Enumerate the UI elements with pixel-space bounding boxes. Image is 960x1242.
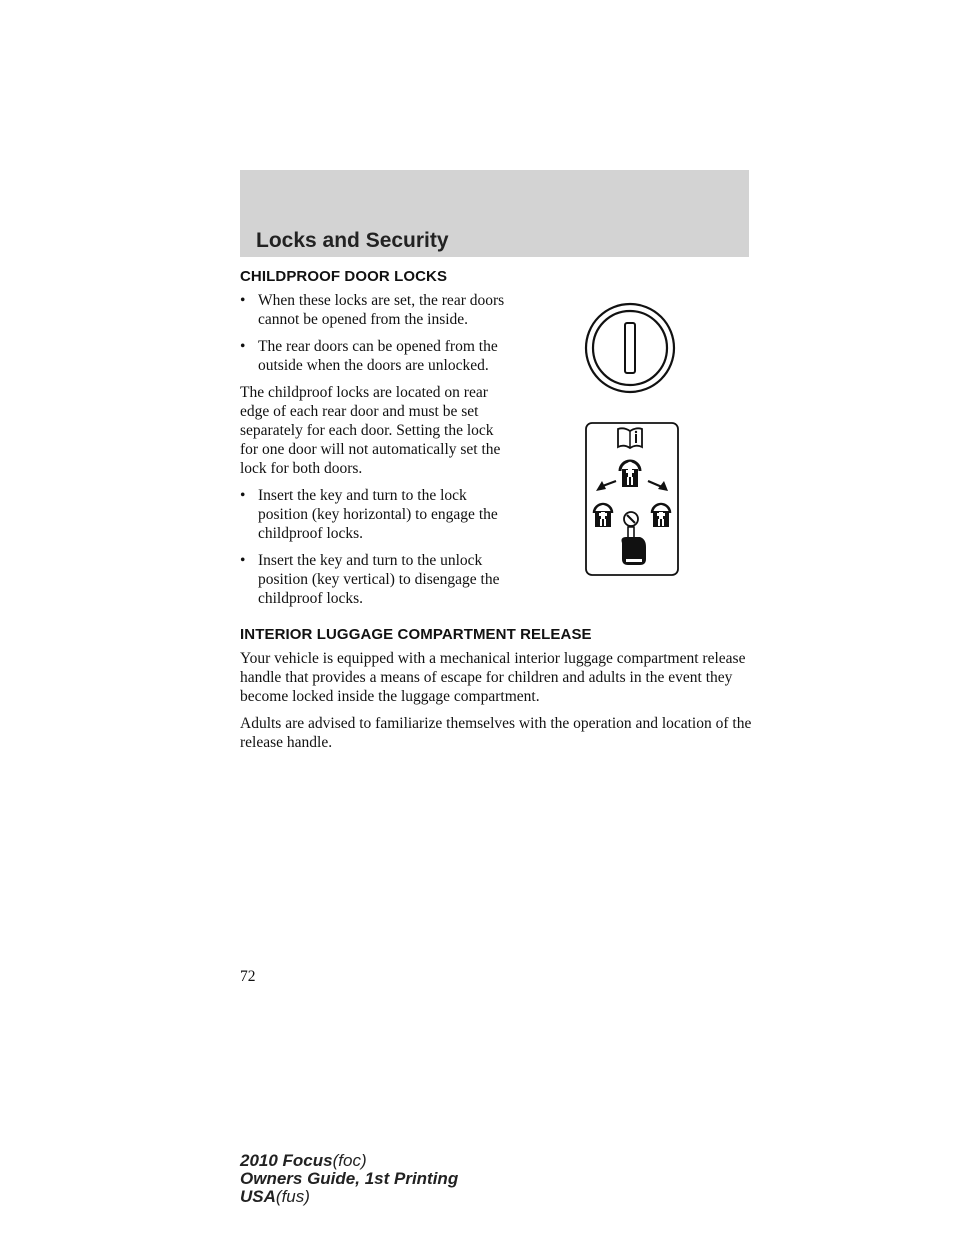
footer-region: USA bbox=[240, 1187, 276, 1206]
child-figure-left-icon bbox=[594, 504, 612, 527]
luggage-section bbox=[240, 626, 752, 752]
childproof-paragraph: The childproof locks are located on rear edge of each rear door and must be set separately for each door. Setting the lock for one door will not automatically set the lock for both doors. bbox=[240, 384, 501, 477]
footer-line-region bbox=[240, 1188, 458, 1206]
childproof-heading: CHILDPROOF DOOR LOCKS bbox=[240, 268, 448, 285]
luggage-heading: INTERIOR LUGGAGE COMPARTMENT RELEASE bbox=[240, 626, 592, 643]
bullet-text: Insert the key and turn to the lock position (key horizontal) to engage the childproof locks. bbox=[258, 487, 498, 542]
child-lock-engaged-icon bbox=[620, 461, 640, 487]
bullet-text: The rear doors can be opened from the outside when the doors are unlocked. bbox=[258, 338, 498, 374]
bullet-dot: • bbox=[240, 487, 246, 504]
childproof-text-column bbox=[240, 291, 510, 608]
footer-model: 2010 Focus bbox=[240, 1151, 333, 1170]
bullet-item bbox=[240, 291, 510, 329]
bullet-dot: • bbox=[240, 292, 246, 309]
luggage-paragraph: Adults are advised to familiarize themselves with the operation and location of the release handle. bbox=[240, 715, 752, 751]
footer-model-code: (foc) bbox=[332, 1151, 367, 1170]
bullet-item bbox=[240, 551, 510, 608]
footer-printing: Owners Guide, 1st Printing bbox=[240, 1169, 459, 1188]
child-figure-right-icon bbox=[652, 504, 670, 527]
section-title: Locks and Security bbox=[256, 229, 449, 252]
document-footer bbox=[240, 1152, 458, 1206]
bullet-dot: • bbox=[240, 552, 246, 569]
bullet-dot: • bbox=[240, 338, 246, 355]
bullet-text: Insert the key and turn to the unlock position (key vertical) to disengage the childproof locks. bbox=[258, 552, 500, 607]
bullet-item bbox=[240, 337, 510, 375]
bullet-item bbox=[240, 486, 510, 543]
luggage-paragraph: Your vehicle is equipped with a mechanical interior luggage compartment release handle that provides a means of escape for children and adults in the event they become locked inside the luggage compartment. bbox=[240, 650, 746, 705]
section-header-band bbox=[240, 170, 749, 257]
footer-line-model bbox=[240, 1152, 458, 1170]
child-lock-cylinder-icon bbox=[584, 302, 676, 394]
childproof-lock-label-icon bbox=[584, 421, 680, 577]
owners-manual-icon bbox=[618, 428, 642, 448]
bullet-text: When these locks are set, the rear doors cannot be opened from the inside. bbox=[258, 292, 505, 328]
page-number: 72 bbox=[240, 968, 256, 985]
footer-region-code: (fus) bbox=[275, 1187, 310, 1206]
